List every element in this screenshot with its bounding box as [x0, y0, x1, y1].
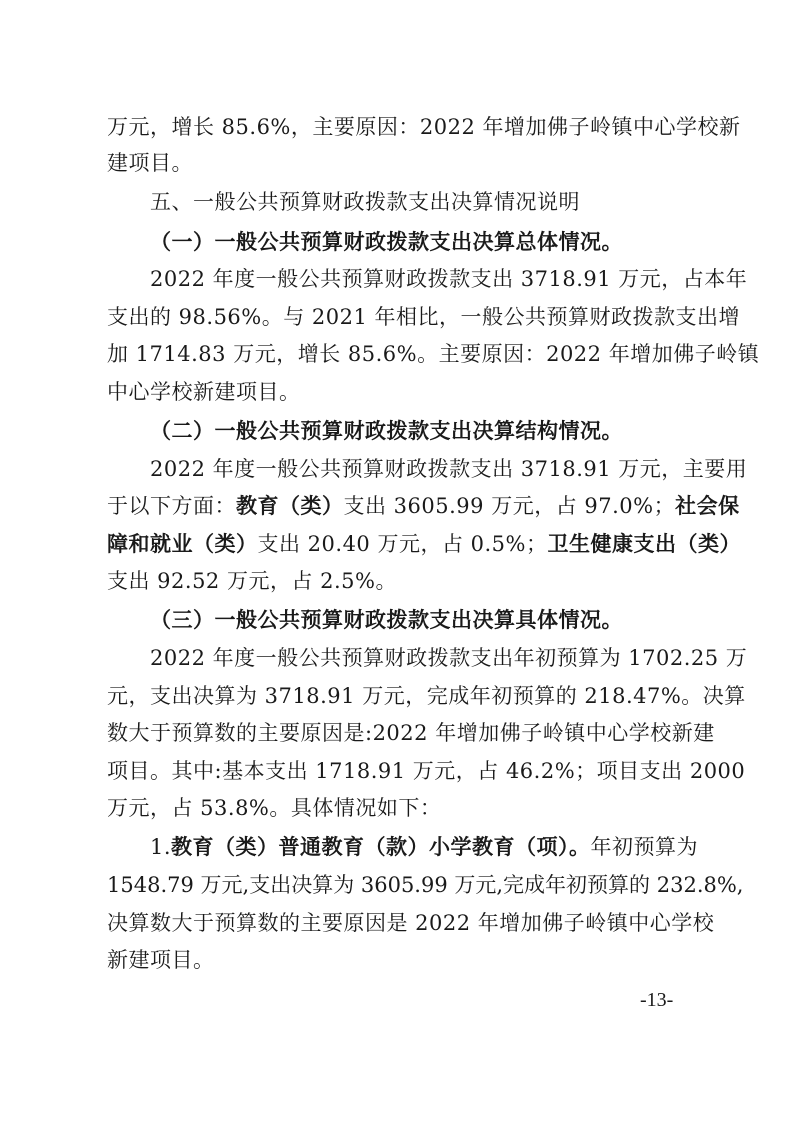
- subsection-heading: （二）一般公共预算财政拨款支出决算结构情况。: [150, 419, 623, 443]
- paragraph-line: 元，支出决算为 3718.91 万元，完成年初预算的 218.47%。决算: [107, 684, 746, 708]
- paragraph-line: [150, 833, 697, 861]
- subsection-heading: （三）一般公共预算财政拨款支出决算具体情况。: [150, 608, 623, 632]
- bold-text-run: 教育（类）: [236, 494, 344, 518]
- subsection-heading: （一）一般公共预算财政拨款支出决算总体情况。: [150, 230, 623, 254]
- text-run: 支出 3605.99 万元，占 97.0%；: [343, 494, 676, 518]
- text-run: 年初预算为: [590, 835, 699, 859]
- paragraph-line: 支出的 98.56%。与 2021 年相比，一般公共预算财政拨款支出增: [107, 305, 741, 329]
- paragraph-line: 万元，占 53.8%。具体情况如下：: [107, 796, 442, 820]
- section-heading: 五、一般公共预算财政拨款支出决算情况说明: [150, 190, 580, 214]
- bold-text-run: 教育（类）普通教育（款）小学教育（项）。: [171, 835, 591, 859]
- page-number: -13-: [640, 989, 674, 1011]
- paragraph-line: [107, 492, 740, 520]
- paragraph-line: 新建项目。: [107, 948, 215, 972]
- paragraph-line: 2022 年度一般公共预算财政拨款支出 3718.91 万元，主要用: [150, 457, 748, 481]
- paragraph-line: 2022 年度一般公共预算财政拨款支出 3718.91 万元，占本年: [150, 267, 748, 291]
- paragraph-line: 支出 92.52 万元，占 2.5%。: [107, 569, 397, 593]
- text-run: 支出 20.40 万元，占 0.5%；: [257, 532, 548, 556]
- bold-text-run: 障和就业（类）: [107, 532, 258, 556]
- bold-text-run: 社会保: [675, 494, 740, 518]
- paragraph-line: 1548.79 万元,支出决算为 3605.99 万元,完成年初预算的 232.8%,: [107, 873, 744, 897]
- text-run: 于以下方面：: [107, 494, 236, 518]
- paragraph-line: [107, 530, 741, 558]
- bold-text-run: 卫生健康支出（类）: [547, 532, 741, 556]
- paragraph-line: 决算数大于预算数的主要原因是 2022 年增加佛子岭镇中心学校: [107, 911, 715, 935]
- list-number: 1.: [150, 835, 172, 859]
- paragraph-line: 2022 年度一般公共预算财政拨款支出年初预算为 1702.25 万: [150, 646, 748, 670]
- paragraph-line: 中心学校新建项目。: [107, 380, 301, 404]
- paragraph-line: 万元，增长 85.6%，主要原因：2022 年增加佛子岭镇中心学校新: [107, 115, 741, 139]
- paragraph-line: 加 1714.83 万元，增长 85.6%。主要原因：2022 年增加佛子岭镇: [107, 342, 760, 366]
- paragraph-line: 建项目。: [107, 151, 193, 175]
- paragraph-line: 数大于预算数的主要原因是:2022 年增加佛子岭镇中心学校新建: [107, 721, 715, 745]
- paragraph-line: 项目。其中:基本支出 1718.91 万元，占 46.2%；项目支出 2000: [107, 759, 746, 783]
